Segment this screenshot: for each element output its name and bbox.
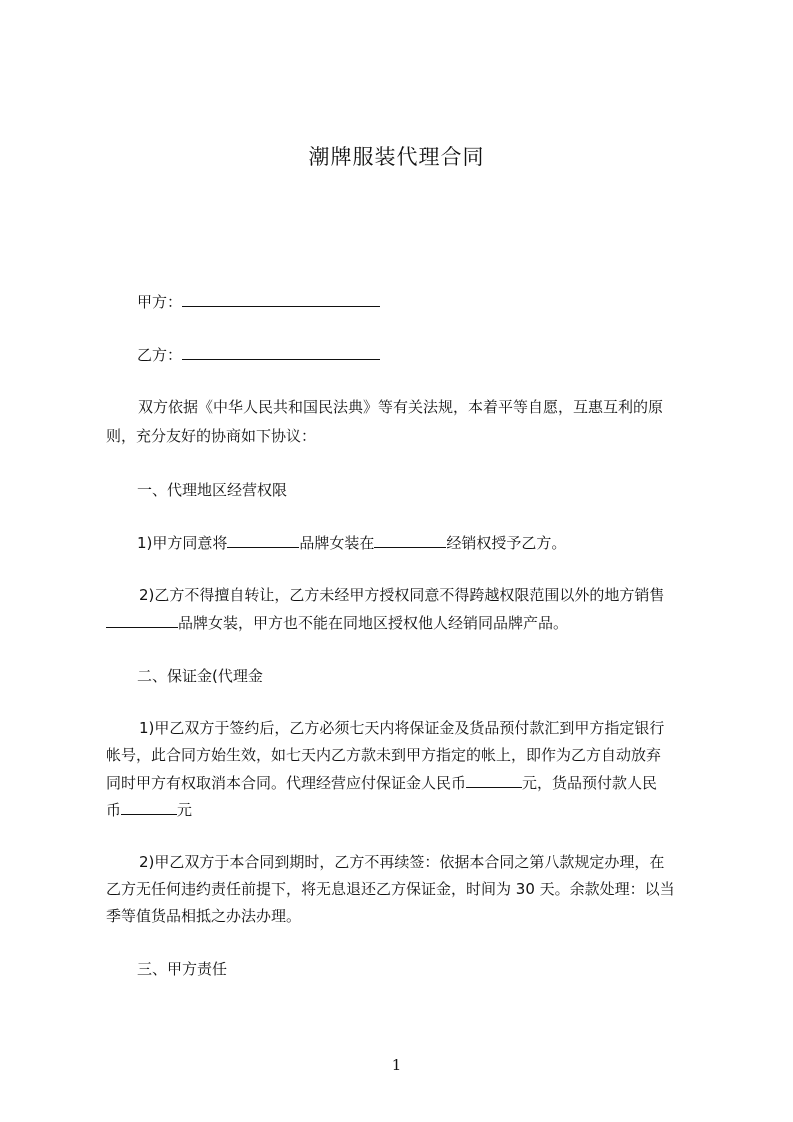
- section-1-paragraph-1: [137, 532, 566, 553]
- s2-p1-line-3: [106, 772, 657, 793]
- s1-p1-text-c: 经销权授予乙方。: [446, 534, 567, 552]
- section-3-heading: 三、甲方责任: [137, 960, 228, 978]
- s2-p1-line4-text-b: 元: [177, 801, 193, 819]
- s1-p1-text-a: 1)甲方同意将: [137, 534, 228, 552]
- party-a-line: [137, 291, 380, 312]
- s2-p2-line-1: 2)甲乙双方于本合同到期时，乙方不再续签：依据本合同之第八款规定办理，在: [139, 853, 665, 871]
- document-title: 潮牌服装代理合同: [308, 145, 485, 169]
- s2-p1-line3-text-b: 元，货品预付款人民: [522, 774, 658, 792]
- party-b-line: [137, 344, 380, 365]
- page-number: 1: [391, 1056, 402, 1074]
- region-blank: [374, 532, 446, 548]
- party-b-label: 乙方：: [137, 346, 183, 364]
- section-1-heading: 一、代理地区经营权限: [137, 481, 288, 499]
- deposit-amount-blank: [466, 772, 522, 788]
- s2-p1-line-4: [106, 799, 192, 820]
- brand-blank: [227, 532, 299, 548]
- party-b-blank: [182, 344, 380, 360]
- section-1-paragraph-2-line-1: 2)乙方不得擅自转让，乙方未经甲方授权同意不得跨越权限范围以外的地方销售: [139, 586, 665, 604]
- party-a-label: 甲方：: [137, 293, 183, 311]
- s2-p1-line-1: 1)甲乙双方于签约后，乙方必须七天内将保证金及货品预付款汇到甲方指定银行: [139, 719, 665, 737]
- s2-p2-line-3: 季等值货品相抵之办法办理。: [106, 907, 302, 925]
- section-2-heading: 二、保证金(代理金: [137, 667, 263, 685]
- intro-line-1: 双方依据《中华人民共和国民法典》等有关法规，本着平等自愿，互惠互利的原: [138, 398, 664, 416]
- s2-p1-line3-text-a: 同时甲方有权取消本合同。代理经营应付保证金人民币: [106, 774, 467, 792]
- brand-blank-2: [106, 612, 178, 628]
- s2-p1-line-2: 帐号，此合同方始生效，如七天内乙方款未到甲方指定的帐上，即作为乙方自动放弃: [106, 746, 662, 764]
- s2-p2-line-2: 乙方无任何违约责任前提下，将无息退还乙方保证金，时间为 30 天。余款处理：以当: [106, 880, 675, 898]
- party-a-blank: [182, 291, 380, 307]
- s2-p1-line4-text-a: 币: [106, 801, 122, 819]
- section-1-paragraph-2-line-2: [106, 612, 568, 633]
- s1-p1-text-b: 品牌女装在: [299, 534, 375, 552]
- s1-p2-line2-text: 品牌女装，甲方也不能在同地区授权他人经销同品牌产品。: [178, 614, 569, 632]
- intro-line-2: 则，充分友好的协商如下协议：: [106, 427, 317, 445]
- prepayment-amount-blank: [121, 799, 177, 815]
